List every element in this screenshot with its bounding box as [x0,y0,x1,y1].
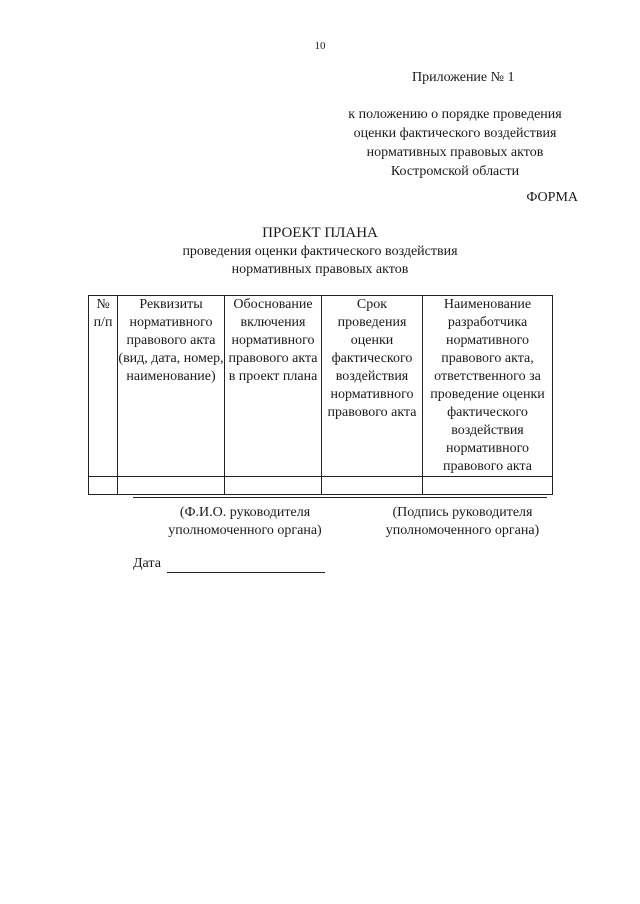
column-header-number: № п/п [89,296,118,477]
subtitle-line: нормативных правовых актов [231,262,409,277]
plan-table [88,295,553,495]
table-cell [89,477,118,495]
table-row [89,477,553,495]
reference-line: оценки фактического воздействия [353,126,557,141]
appendix-reference [300,105,610,181]
document-title: ПРОЕКТ ПЛАНА [262,225,378,241]
table-cell [423,477,553,495]
subtitle-line: проведения оценки фактического воздействия [182,244,458,259]
reference-line: к положению о порядке проведения [348,107,562,122]
reference-line: Костромской области [390,164,520,179]
document-subtitle [0,243,640,279]
table-cell [118,477,225,495]
appendix-title: Приложение № 1 [412,70,515,85]
date-label: Дата [133,556,161,571]
column-header-developer: Наименование разработчика нормативного правового акта, ответственного за проведение оценки фактического воздействия нормативного правового акта [423,296,553,477]
table-cell [225,477,322,495]
column-header-act-details: Реквизиты нормативного правового акта (вид, дата, номер, наименование) [118,296,225,477]
reference-line: нормативных правовых актов [366,145,544,160]
table-cell [322,477,423,495]
date-input-line [167,572,325,573]
page-number: 10 [314,40,326,52]
column-header-justification: Обоснование включения нормативного правового акта в проект плана [225,296,322,477]
form-label: ФОРМА [526,190,578,205]
column-header-deadline: Срок проведения оценки фактического воздействия нормативного правового акта [322,296,423,477]
signature-name-caption: (Ф.И.О. руководителя уполномоченного органа) [168,505,322,538]
signature-sign-caption: (Подпись руководителя уполномоченного органа) [385,505,540,538]
table-header-row [89,296,553,477]
signature-line [133,497,547,498]
